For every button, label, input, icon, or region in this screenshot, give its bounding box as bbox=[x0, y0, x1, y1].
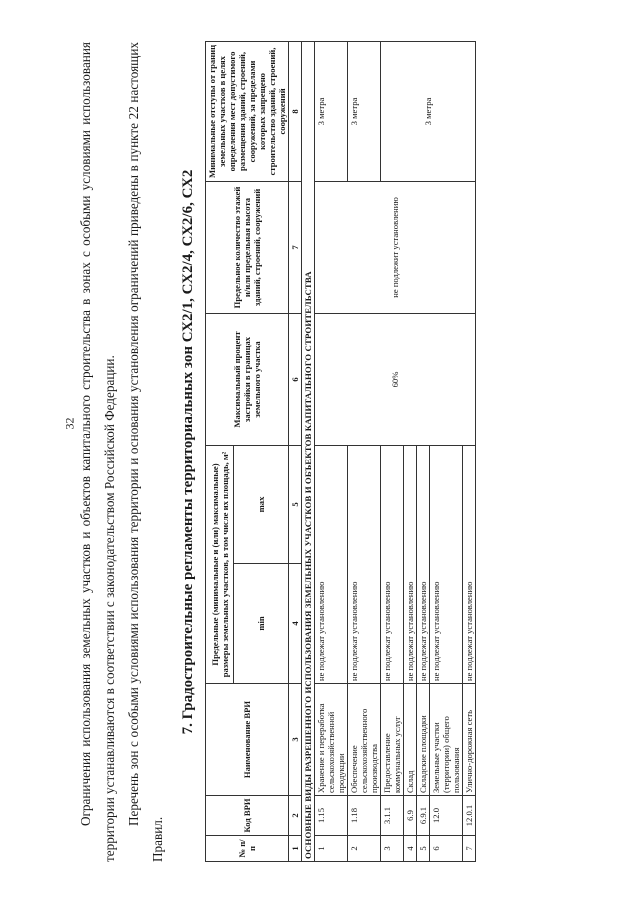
regulations-table bbox=[205, 41, 476, 862]
row-setback: 3 метра bbox=[315, 41, 348, 181]
row-num: 6 bbox=[430, 836, 463, 862]
header-area-max: max bbox=[234, 445, 289, 563]
intro-paragraph-2: Перечень зон с особыми условиями использования территории и основания установления ограничений приведены в пункте 22 настоящих Правил. bbox=[126, 42, 165, 862]
rotated-page-content bbox=[70, 42, 570, 862]
row-code: 12.0.1 bbox=[463, 796, 476, 836]
row-name: Хранение и переработка сельскохозяйственной продукции bbox=[315, 684, 348, 796]
table-row bbox=[348, 41, 381, 861]
row-code: 1.15 bbox=[315, 796, 348, 836]
header-area: Предельные (минимальные и (или) максимальные) размеры земельных участков, в том числе их площадь, м² bbox=[206, 445, 234, 683]
header-name: Наименование ВРИ bbox=[206, 684, 289, 796]
header-floors: Предельное количество этажей и/или предельная высота зданий, строений, сооружений bbox=[206, 181, 289, 313]
table-header-row bbox=[206, 41, 234, 861]
header-num: № п/п bbox=[206, 836, 289, 862]
row-name: Предоставление коммунальных услуг bbox=[381, 684, 404, 796]
column-number: 8 bbox=[289, 41, 302, 181]
row-code: 1.18 bbox=[348, 796, 381, 836]
group-title: ОСНОВНЫЕ ВИДЫ РАЗРЕШЕННОГО ИСПОЛЬЗОВАНИЯ ЗЕМЕЛЬНЫХ УЧАСТКОВ И ОБЪЕКТОВ КАПИТАЛЬНОГО СТРОИТЕЛЬСТВА bbox=[302, 41, 315, 861]
row-area: не подлежат установлению bbox=[417, 445, 430, 683]
row-name: Земельные участки (территории) общего пользования bbox=[430, 684, 463, 796]
row-code: 3.1.1 bbox=[381, 796, 404, 836]
row-area: не подлежат установлению bbox=[381, 445, 404, 683]
row-num: 4 bbox=[404, 836, 417, 862]
row-area: не подлежат установлению bbox=[315, 445, 348, 683]
column-numbers-row bbox=[289, 41, 302, 861]
row-name: Обеспечение сельскохозяйственного производства bbox=[348, 684, 381, 796]
row-setback: 3 метра bbox=[348, 41, 381, 181]
header-setback: Минимальные отступы от границ земельных участков в целях определения мест допустимого размещения зданий, строений, сооружений, за пределами которых запрещено строительство зданий, строений, сооружений bbox=[206, 41, 289, 181]
column-number: 2 bbox=[289, 796, 302, 836]
intro-text bbox=[74, 42, 170, 862]
column-number: 3 bbox=[289, 684, 302, 796]
header-code: Код ВРИ bbox=[206, 796, 289, 836]
row-floors: не подлежит установлению bbox=[315, 181, 476, 313]
row-code: 6.9 bbox=[404, 796, 417, 836]
row-name: Улично-дорожная сеть bbox=[463, 684, 476, 796]
header-percent: Максимальный процент застройки в границах земельного участка bbox=[206, 313, 289, 445]
section-title: 7. Градостроительные регламенты территориальных зон СХ2/1, СХ2/4, СХ2/6, СХ2 bbox=[180, 169, 196, 735]
row-num: 2 bbox=[348, 836, 381, 862]
row-area: не подлежат установлению bbox=[463, 445, 476, 683]
column-number: 7 bbox=[289, 181, 302, 313]
row-num: 3 bbox=[381, 836, 404, 862]
row-num: 7 bbox=[463, 836, 476, 862]
row-area: не подлежат установлению bbox=[404, 445, 417, 683]
header-area-min: min bbox=[234, 564, 289, 684]
row-code: 12.0 bbox=[430, 796, 463, 836]
intro-paragraph-1: Ограничения использования земельных участков и объектов капитального строительства в зонах с особыми условиями использования территории устанавливаются в соответствии с законодательством Российской Федерации. bbox=[78, 42, 117, 862]
column-number: 4 bbox=[289, 564, 302, 684]
row-name: Складские площадки bbox=[417, 684, 430, 796]
row-setback: 3 метра bbox=[381, 41, 476, 181]
row-num: 5 bbox=[417, 836, 430, 862]
table-row bbox=[381, 41, 404, 861]
group-title-row bbox=[302, 41, 315, 861]
column-number: 5 bbox=[289, 445, 302, 563]
row-name: Склад bbox=[404, 684, 417, 796]
row-num: 1 bbox=[315, 836, 348, 862]
column-number: 1 bbox=[289, 836, 302, 862]
row-area: не подлежат установлению bbox=[430, 445, 463, 683]
row-code: 6.9.1 bbox=[417, 796, 430, 836]
page-number: 32 bbox=[62, 417, 77, 430]
row-percent: 60% bbox=[315, 313, 476, 445]
column-number: 6 bbox=[289, 313, 302, 445]
row-area: не подлежат установлению bbox=[348, 445, 381, 683]
table-row bbox=[315, 41, 348, 861]
